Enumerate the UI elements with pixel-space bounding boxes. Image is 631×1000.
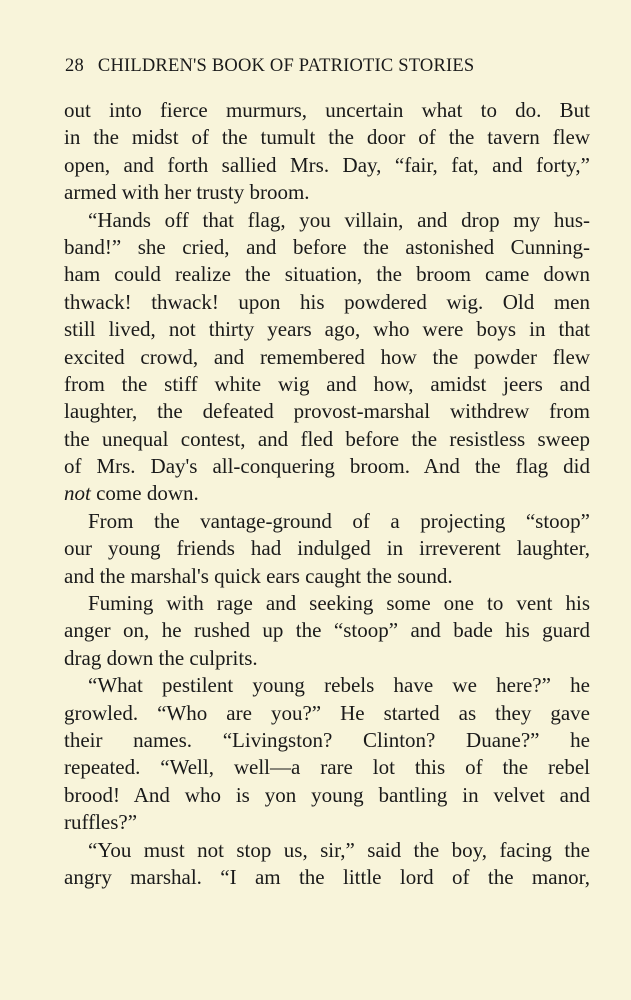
text-line: of Mrs. Day's all-conquering broom. And the flag did [64, 454, 590, 479]
text-line: out into fierce murmurs, uncertain what to do. But [64, 98, 590, 122]
text-line: “You must not stop us, sir,” said the boy, facing the [88, 837, 590, 862]
text-line: their names. “Livingston? Clinton? Duane?” he [64, 727, 590, 752]
text-line [64, 480, 590, 507]
text-line: ruffles?” [64, 810, 138, 835]
text-line: growled. “Who are you?” He started as they gave [64, 700, 590, 725]
italic-word: not [64, 481, 91, 506]
text-fragment: come down. [90, 481, 199, 506]
text-line: drag down the culprits. [64, 645, 258, 670]
running-header [65, 56, 555, 82]
text-line: excited crowd, and remembered how the powder flew [64, 344, 590, 369]
text-line: from the stiff white wig and how, amidst jeers and [64, 371, 590, 396]
text-line: band!” she cried, and before the astonished Cunning- [64, 234, 590, 259]
text-line: repeated. “Well, well—a rare lot this of the rebel [64, 755, 590, 780]
text-line: still lived, not thirty years ago, who were boys in that [64, 317, 590, 342]
running-title: CHILDREN'S BOOK OF PATRIOTIC STORIES [97, 56, 475, 76]
text-line: open, and forth sallied Mrs. Day, “fair, fat, and forty,” [64, 152, 590, 177]
text-line: anger on, he rushed up the “stoop” and bade his guard [64, 618, 590, 643]
text-line: angry marshal. “I am the little lord of the manor, [64, 864, 590, 889]
text-line: and the marshal's quick ears caught the sound. [64, 563, 453, 588]
text-line: in the midst of the tumult the door of the tavern flew [64, 125, 590, 150]
page-number: 28 [65, 56, 84, 76]
text-line: “What pestilent young rebels have we here?” he [88, 673, 590, 698]
text-line: thwack! thwack! upon his powdered wig. Old men [64, 289, 590, 314]
text-line: armed with her trusty broom. [64, 180, 310, 205]
body-text [64, 97, 590, 891]
text-line: laughter, the defeated provost-marshal withdrew from [64, 399, 590, 424]
text-line: brood! And who is yon young bantling in velvet and [64, 782, 590, 807]
text-line: From the vantage-ground of a projecting “stoop” [88, 508, 590, 533]
text-line: “Hands off that flag, you villain, and drop my hus- [88, 207, 590, 232]
text-line: our young friends had indulged in irreverent laughter, [64, 536, 590, 561]
text-line: the unequal contest, and fled before the resistless sweep [64, 426, 590, 451]
text-line: Fuming with rage and seeking some one to vent his [88, 591, 590, 616]
text-line: ham could realize the situation, the broom came down [64, 262, 590, 287]
